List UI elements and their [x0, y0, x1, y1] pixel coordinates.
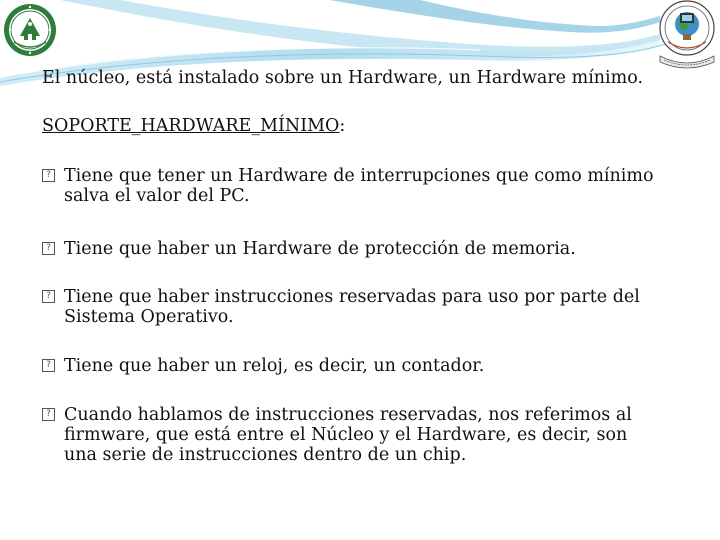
list-item-text: Cuando hablamos de instrucciones reservadas, nos referimos al firmware, que está entre el Núcleo y el Hardware, es decir, son una serie de instrucciones dentro de un chip.: [64, 405, 632, 465]
list-item-text: Tiene que tener un Hardware de interrupciones que como mínimo salva el valor del PC.: [64, 166, 654, 206]
list-item: [42, 405, 662, 465]
university-seal-icon: [2, 2, 58, 58]
list-item-text: Tiene que haber un reloj, es decir, un contador.: [64, 356, 485, 376]
missing-glyph-bullet-icon: ?: [42, 290, 55, 303]
list-item-text: Tiene que haber un Hardware de protección de memoria.: [64, 239, 576, 259]
list-item: [42, 356, 662, 376]
list-item: [42, 287, 662, 327]
list-item: [42, 166, 662, 206]
missing-glyph-bullet-icon: ?: [42, 359, 55, 372]
section-heading: [42, 116, 662, 136]
list-item-text: Tiene que haber instrucciones reservadas para uso por parte del Sistema Operativo.: [64, 287, 640, 327]
intro-paragraph: El núcleo, está instalado sobre un Hardware, un Hardware mínimo.: [42, 68, 644, 88]
computer-globe-emblem-icon: [656, 0, 718, 74]
missing-glyph-bullet-icon: ?: [42, 242, 55, 255]
section-heading-text: SOPORTE_HARDWARE_MÍNIMO: [42, 116, 340, 136]
section-heading-colon: :: [339, 116, 346, 136]
list-item: [42, 239, 662, 259]
missing-glyph-bullet-icon: ?: [42, 408, 55, 421]
missing-glyph-bullet-icon: ?: [42, 169, 55, 182]
slide-content: [42, 68, 662, 465]
